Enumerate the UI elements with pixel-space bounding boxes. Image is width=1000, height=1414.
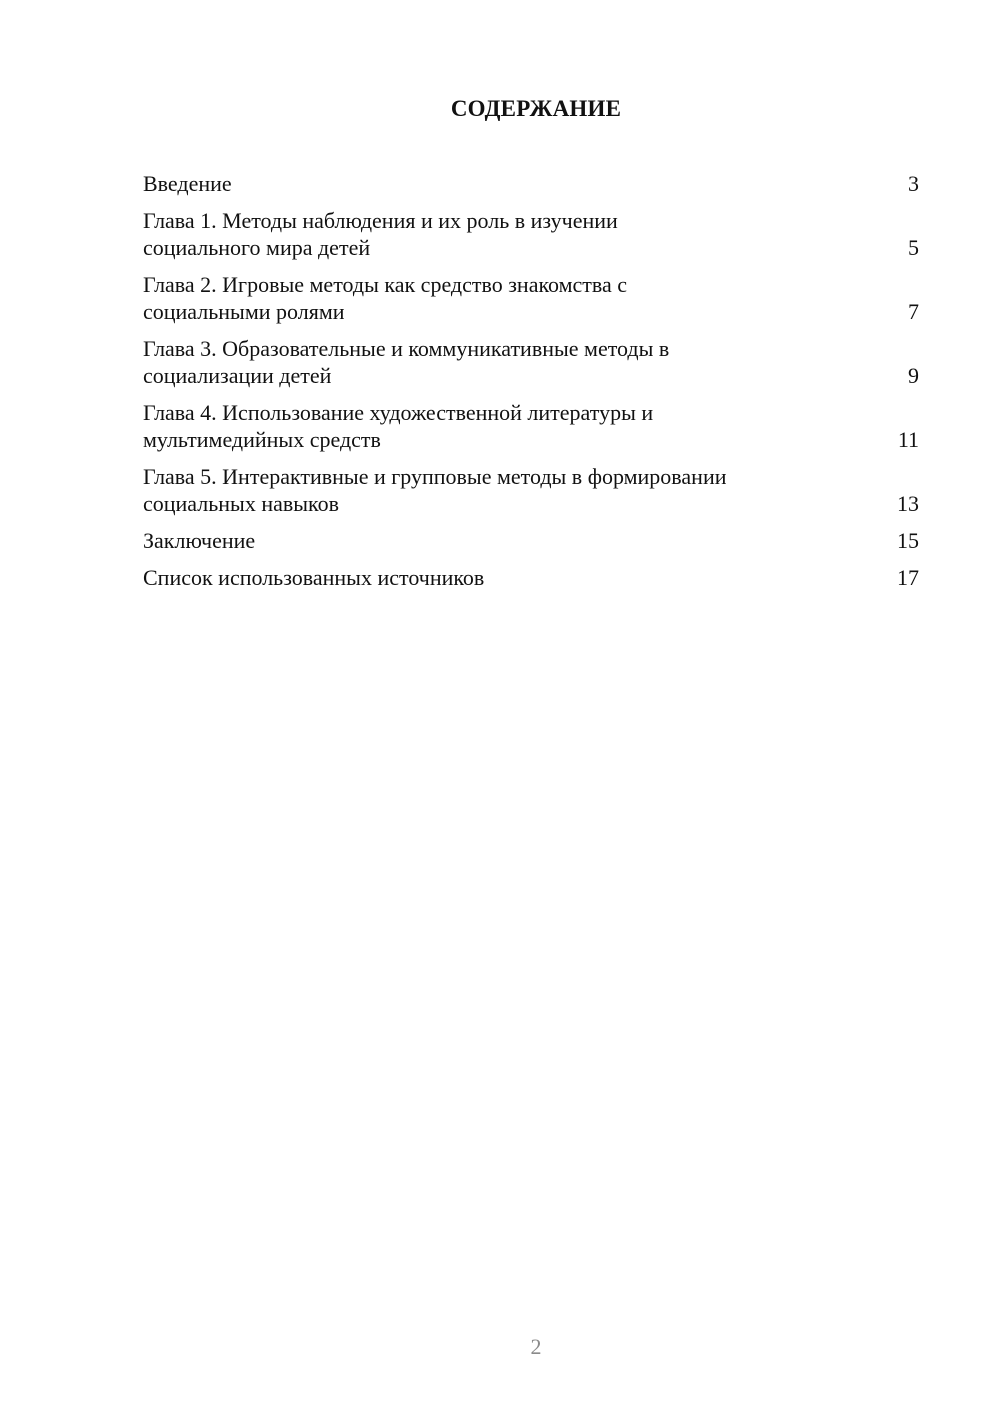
toc-entry-line: Глава 4. Использование художественной литературы и — [143, 400, 654, 425]
toc-entry-text — [143, 527, 889, 554]
toc-entry-text — [143, 335, 889, 389]
toc-entry-line: социальных навыков — [143, 491, 340, 516]
toc-entry-chapter-3 — [143, 335, 919, 389]
toc-entry-line: Глава 1. Методы наблюдения и их роль в изучении — [143, 208, 618, 233]
toc-entry-page: 15 — [897, 528, 919, 553]
toc-entry-text — [143, 399, 889, 453]
toc-entry-page: 9 — [908, 363, 919, 388]
table-of-contents — [143, 170, 919, 601]
toc-entry-introduction — [143, 170, 919, 197]
toc-entry-chapter-5 — [143, 463, 919, 517]
toc-entry-line: Введение — [143, 171, 232, 196]
toc-entry-line: мультимедийных средств — [143, 427, 381, 452]
toc-entry-page: 17 — [897, 565, 919, 590]
toc-entry-page: 3 — [908, 171, 919, 196]
toc-entry-line: социального мира детей — [143, 235, 371, 260]
toc-entry-line: Глава 2. Игровые методы как средство знакомства с — [143, 272, 628, 297]
toc-entry-page: 11 — [897, 427, 919, 452]
toc-entry-line: Список использованных источников — [143, 565, 485, 590]
toc-entry-text — [143, 463, 889, 517]
toc-entry-page: 7 — [908, 299, 919, 324]
toc-entry-conclusion — [143, 527, 919, 554]
toc-entry-line: Глава 5. Интерактивные и групповые методы в формировании — [143, 464, 727, 489]
toc-entry-line: социализации детей — [143, 363, 332, 388]
toc-entry-page: 5 — [908, 235, 919, 260]
toc-entry-text — [143, 564, 889, 591]
toc-entry-line: Заключение — [143, 528, 256, 553]
toc-entry-chapter-1 — [143, 207, 919, 261]
toc-entry-page: 13 — [897, 491, 919, 516]
toc-entry-chapter-4 — [143, 399, 919, 453]
toc-entry-text — [143, 207, 889, 261]
toc-entry-text — [143, 271, 889, 325]
toc-entry-chapter-2 — [143, 271, 919, 325]
page-number: 2 — [530, 1334, 542, 1359]
toc-entry-text — [143, 170, 889, 197]
toc-entry-references — [143, 564, 919, 591]
toc-entry-line: Глава 3. Образовательные и коммуникативные методы в — [143, 336, 670, 361]
toc-entry-line: социальными ролями — [143, 299, 345, 324]
page-title: СОДЕРЖАНИЕ — [450, 96, 622, 121]
